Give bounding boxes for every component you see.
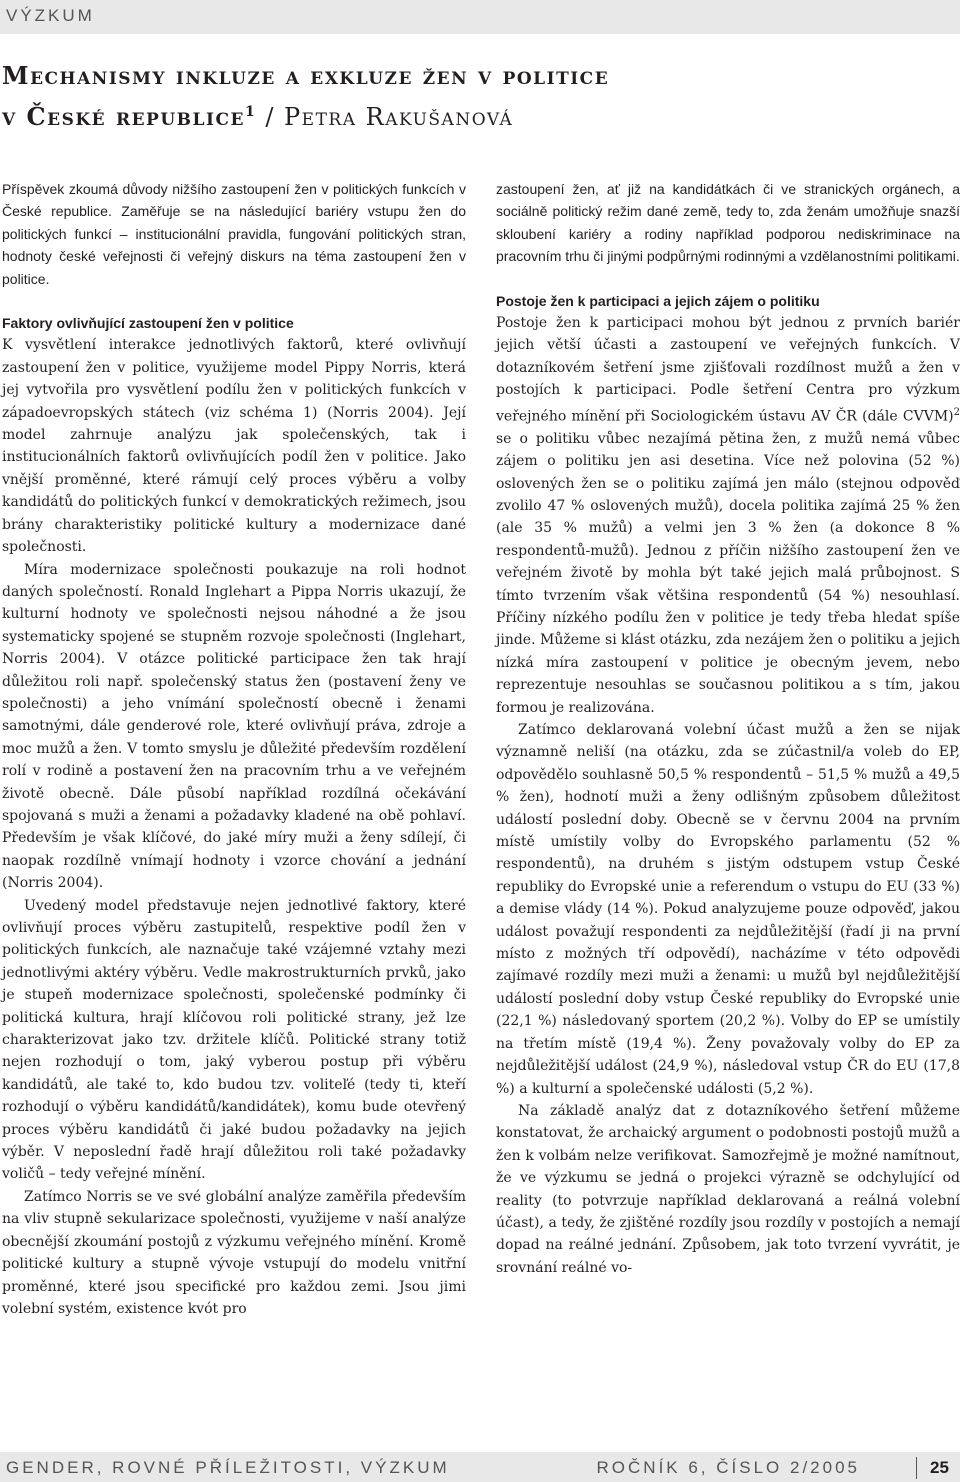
section-header-bar (0, 0, 960, 34)
section-heading-attitudes: Postoje žen k participaci a jejich zájem o politiku (496, 292, 820, 309)
paragraph-text: se o politiku vůbec nezajímá pětina žen, z mužů nemá vůbec zájem o politiku jen asi desetina. Více než polovina (52 %) oslovených žen se o politiku zajímá jen málo (stejnou odpověď zvolilo 47 % oslovených mužů), docela politika zajímá 25 % žen (ale 35 % mužů) a velmi jen 3 % žen (a dokonce 8 % respondentů-mužů). Jednou z příčin nižšího zastoupení žen ve veřejném životě by mohla být také jejich malá průbojnost. S tímto tvrzením však většina respondentů (54 %) nesouhlasí. Příčiny nízkého podílu žen v politice je tedy třeba hledat spíše jinde. Můžeme si klást otázku, zda nezájem žen o politiku a jejich nízká míra zastoupení v politice je obecným jevem, nebo reprezentuje nesouhlas se současnou politikou a s tím, jakou formou je realizována. (496, 430, 960, 716)
paragraph-text: Postoje žen k participaci mohou být jednou z prvních bariér jejich větší účasti a zastoupení ve veřejných funkcích. V dotazníkovém šetření jsme zjišťovali rozdílnost mužů a žen v postojích k participaci. Podle šetření Centra pro výzkum veřejného mínění při Sociologickém ústavu AV ČR (dále CVVM) (496, 315, 960, 425)
paragraph: Zatímco deklarovaná volební účast mužů a žen se nijak významně neliší (na otázku, zda se zúčastnil/a voleb do EP, odpovědělo souhlasně 50,5 % respondentů – 51,5 % mužů a 49,5 % žen), hodnotí muži a ženy odlišným způsobem důležitost událostí poslední doby. Obecně se v červnu 2004 na prvním místě umístily volby do Evropského parlamentu (52 % respondentů), na druhém s jistým odstupem vstup České republiky do Evropské unie a referendum o vstupu do EU (33 %) a demise vlády (14 %). Pokud analyzujeme pouze odpověď, jakou událost považují respondenti za nejdůležitější (řadí ji na první místo z možných tří odpovědí), nacházíme v této odpovědi zajímavé rozdíly mezi muži a ženami: u mužů byl nejdůležitější událostí poslední doby vstup České republiky do Evropské unie (22,1 %) následovaný sportem (20,2 %). Volby do EP se umístily na třetím místě (19,4 %). Ženy považovaly volby do EP za nejdůležitější událost (24,9 %), následoval vstup ČR do EU (17,8 %) a kulturní a společenské události (5,2 %). (496, 722, 960, 1097)
title-line-2 (2, 94, 942, 135)
page-number: 25 (930, 1458, 949, 1477)
paragraph (496, 312, 960, 719)
paragraph-continued: zastoupení žen, ať již na kandidátkách či ve stranických orgánech, a sociálně politický režim dané země, tedy to, zda ženám umožňuje snazší skloubení kariéry a rodiny například podporou nediskriminace na pracovním trhu či jinými podpůrnými rodinnými a vzdělanostními politikami. (496, 181, 960, 265)
paragraph: K vysvětlení interakce jednotlivých faktorů, které ovlivňují zastoupení žen v politice, využijeme model Pippy Norris, která jej vytvořila pro vysvětlení podílu žen v politických funkcích v západoevropských státech (viz schéma 1) (Norris 2004). Její model zahrnuje analýzu jak společenských, tak i institucionálních faktorů ovlivňujících podíl žen v politice. Jako vnější proměnné, které rámují celý proces výběru a volby kandidátů do politických funkcí v demokratických režimech, jsou brány charakteristiky politické kultury a modernizace dané společnosti. (2, 337, 466, 556)
title-line-2-text: v České republice (2, 102, 245, 131)
paragraph: Zatímco Norris se ve své globální analýze zaměřila především na vliv stupně sekularizace společnosti, využijeme v naší analýze obecnější zkoumání postojů z výzkumu veřejného mínění. Kromě politické kultury a stupně vývoje vstupují do modelu vnitřní proměnné, které jsou specifické pro každou zemi. Jsou jimi volební systém, existence kvót pro (2, 1188, 466, 1317)
left-column (2, 178, 466, 1320)
paragraph: Na základě analýz dat z dotazníkového šetření můžeme konstatovat, že archaický argument o podobnosti postojů mužů a žen k volbám nelze verifikovat. Samozřejmě je možné namítnout, že ve výzkumu se jedná o projekci výrazně se odchylující od reality (to potvrzuje například deklarovaná a reálná volební účast), a tedy, že zjištěné rozdíly jsou rozdíly v postojích a nemají dopad na reálné jednání. Způsobem, jak toto tvrzení vyvrátit, je srovnání reálné vo- (496, 1102, 960, 1276)
journal-name: GENDER, ROVNÉ PŘÍLEŽITOSTI, VÝZKUM (6, 1458, 450, 1477)
footnote-mark[interactable]: 2 (953, 406, 960, 418)
right-column (496, 178, 960, 1279)
title-line-1: Mechanismy inkluze a exkluze žen v politice (2, 61, 610, 90)
section-label: VÝZKUM (6, 6, 95, 25)
article-title (2, 58, 942, 135)
article-author: Petra Rakušanová (284, 103, 514, 131)
article-lead: Příspěvek zkoumá důvody nižšího zastoupení žen v politických funkcích v České republice. Zaměřuje se na následující bariéry vstupu žen do politických funkcí – institucionální pravidla, fungování politických stran, hodnoty české veřejnosti či veřejný diskurs na téma zastoupení žen v politice. (2, 181, 466, 287)
paragraph: Uvedený model představuje nejen jednotlivé faktory, které ovlivňují proces výběru zastupitelů, respektive podíl žen v politických funkcích, ale naznačuje také vzájemné vztahy mezi jednotlivými aktéry výběru. Vedle makrostrukturních prvků, jako je stupeň modernizace společnosti, společenské podmínky či politická kultura, hrají klíčovou roli politické strany, jež lze charakterizovat jako tzv. držitele klíčů. Politické strany totiž nejen rozhodují o tom, jaký vyberou postup při výběru kandidátů, ale také to, kdo budou tzv. voliteľé (tedy ti, kteří rozhodují o výběru kandidátů/kandidátek), komu bude otevřený proces výběru kandidátů či jaké budou požadavky na jejich výběr. V neposlední řadě hrají důležitou roli také požadavky voličů – tedy veřejné mínění. (2, 897, 466, 1183)
paragraph: Míra modernizace společnosti poukazuje na roli hodnot daných společností. Ronald Inglehart a Pippa Norris ukazují, že kulturní hodnoty ve společnosti nejsou náhodné a že jsou systematicky spojené se stupněm rozvoje společnosti (Inglehart, Norris 2004). V otázce politické participace žen tak hrají důležitou roli např. společenský status žen (postavení ženy ve společnosti) a jeho vnímání společností obecně i ženami samotnými, dále genderové role, které ovlivňují práva, zdroje a moc mužů a žen. V tomto smyslu je důležité především rozdělení rolí v rodině a postavení žen na pracovním trhu a ve veřejném životě obecně. Dále působí například rozdílná očekávání spojovaná s muži a ženami a požadavky kladené na obě pohlaví. Především je však klíčové, do jaké míry muži a ženy sdílejí, či naopak rozdílně vnímají hodnoty i vzorce chování a jednání (Norris 2004). (2, 561, 466, 892)
title-separator: / (256, 103, 285, 131)
page-footer (0, 1452, 960, 1482)
issue-info: ROČNÍK 6, ČÍSLO 2/2005 (596, 1458, 860, 1477)
title-footnote-mark[interactable]: 1 (244, 104, 257, 120)
footer-divider (916, 1457, 917, 1479)
section-heading-factors: Faktory ovlivňující zastoupení žen v politice (2, 315, 294, 332)
